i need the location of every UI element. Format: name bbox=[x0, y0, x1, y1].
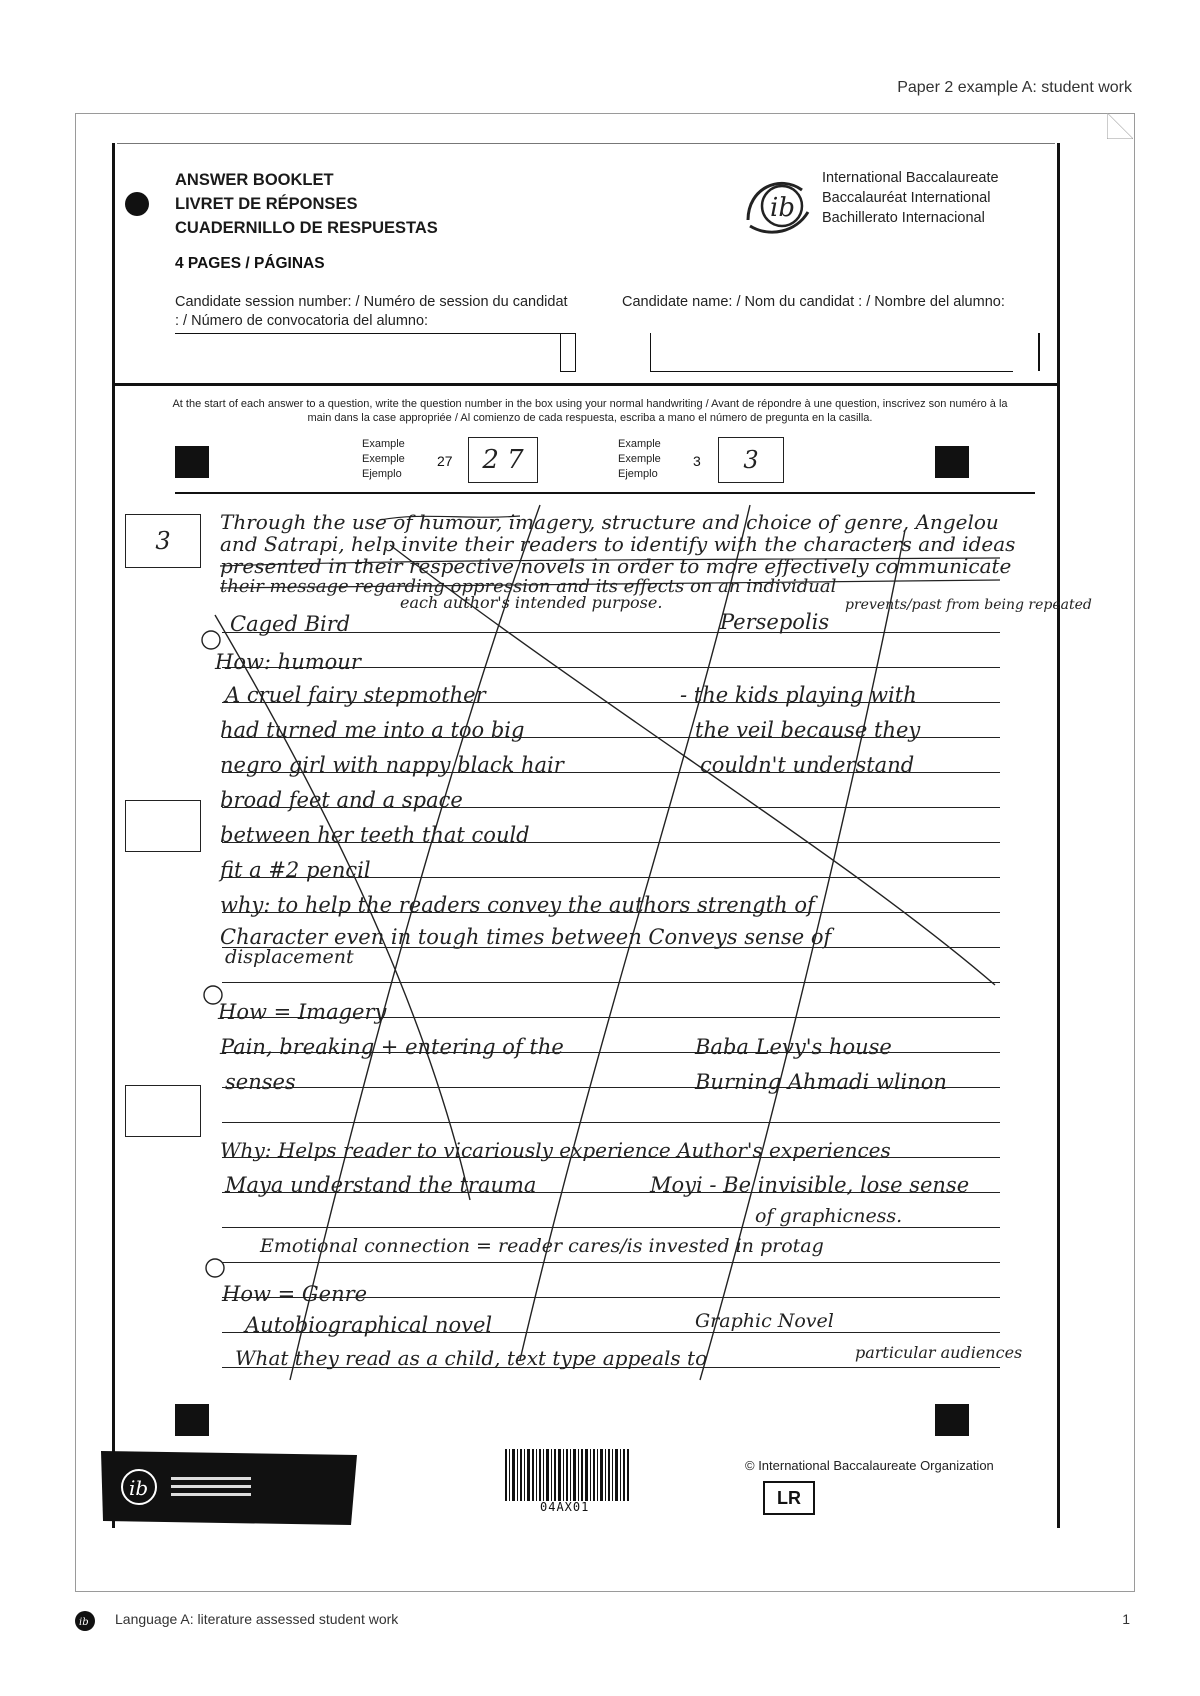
hw-line: each author's intended purpose. bbox=[400, 593, 663, 612]
corner-mark-bottom-left bbox=[175, 1404, 209, 1436]
corner-mark-bottom-right bbox=[935, 1404, 969, 1436]
copyright: © International Baccalaureate Organization bbox=[745, 1458, 994, 1473]
example-label-line: Example bbox=[618, 438, 661, 450]
svg-text:ib: ib bbox=[79, 1617, 89, 1628]
hw-line: why: to help the readers convey the authors strength of bbox=[220, 893, 815, 917]
page-number: 1 bbox=[1122, 1611, 1130, 1627]
example-label-line: Example bbox=[362, 438, 405, 450]
hw-line: Autobiographical novel bbox=[245, 1313, 493, 1337]
hw-line: particular audiences bbox=[855, 1343, 1023, 1362]
hw-line: couldn't understand bbox=[700, 753, 915, 777]
hw-line: and Satrapi, help invite their readers to identify with the characters and ideas bbox=[220, 532, 1016, 556]
hw-line: Baba Levy's house bbox=[695, 1035, 892, 1059]
ib-cover-logo bbox=[101, 1449, 357, 1525]
lr-label: LR bbox=[763, 1481, 815, 1515]
hw-line: - the kids playing with bbox=[680, 683, 917, 707]
hw-line: had turned me into a too big bbox=[220, 718, 525, 742]
example-label-line: Ejemplo bbox=[618, 468, 658, 480]
example-printed-2: 3 bbox=[693, 453, 701, 469]
title-line-es: CUADERNILLO DE RESPUESTAS bbox=[175, 219, 438, 237]
hw-line: Persepolis bbox=[720, 610, 830, 634]
page-count: 4 PAGES / PÁGINAS bbox=[175, 255, 325, 272]
hw-line: Through the use of humour, imagery, structure and choice of genre, Angelou bbox=[220, 510, 999, 534]
hw-line: Why: Helps reader to vicariously experience Author's experiences bbox=[220, 1138, 891, 1162]
hw-line: Emotional connection = reader cares/is invested in protag bbox=[260, 1235, 824, 1257]
hw-line: the veil because they bbox=[695, 718, 921, 742]
hw-line: Caged Bird bbox=[230, 612, 351, 636]
example-label-line: Exemple bbox=[618, 453, 661, 465]
candidate-session-label: Candidate session number: / Numéro de session du candidat : / Número de convocatoria del alumno: bbox=[175, 294, 568, 329]
org-line-en: International Baccalaureate bbox=[822, 170, 999, 186]
hw-line: of graphicness. bbox=[755, 1205, 903, 1227]
example-label-line: Ejemplo bbox=[362, 468, 402, 480]
hw-line: Character even in tough times between Conveys sense of bbox=[220, 925, 832, 949]
candidate-name-label: Candidate name: / Nom du candidat : / Nombre del alumno: bbox=[622, 294, 1005, 310]
hw-line: displacement bbox=[225, 946, 354, 968]
hw-line: Pain, breaking + entering of the bbox=[220, 1035, 564, 1059]
hw-line: Moyi - Be invisible, lose sense bbox=[650, 1173, 970, 1197]
hw-line: prevents/past from being repeated bbox=[845, 597, 1092, 613]
hw-line: fit a #2 pencil bbox=[220, 858, 371, 882]
title-line-fr: LIVRET DE RÉPONSES bbox=[175, 195, 358, 213]
hw-line: senses bbox=[225, 1070, 296, 1094]
example-box-1: 2 7 bbox=[468, 437, 538, 483]
hw-line: How = Genre bbox=[222, 1282, 368, 1306]
page-header: Paper 2 example A: student work bbox=[897, 79, 1132, 96]
hw-line: How = Imagery bbox=[218, 1000, 387, 1024]
hw-line: presented in their respective novels in order to more effectively communicate bbox=[220, 554, 1012, 578]
hw-line: Graphic Novel bbox=[695, 1310, 834, 1332]
hw-line: broad feet and a space bbox=[220, 788, 463, 812]
hw-line: between her teeth that could bbox=[220, 823, 530, 847]
hw-line: What they read as a child, text type appeals to bbox=[235, 1346, 708, 1370]
svg-text:ib: ib bbox=[770, 193, 795, 223]
question-number-box: 3 bbox=[125, 514, 201, 568]
barcode-number: 04AX01 bbox=[540, 1500, 590, 1514]
org-line-fr: Baccalauréat International bbox=[822, 190, 991, 206]
hw-line: Burning Ahmadi wlinon bbox=[695, 1070, 947, 1094]
hw-line: Maya understand the trauma bbox=[225, 1173, 537, 1197]
example-printed-1: 27 bbox=[437, 453, 453, 469]
hw-line: How: humour bbox=[215, 650, 361, 674]
title-line-en: ANSWER BOOKLET bbox=[175, 171, 334, 189]
instructions: At the start of each answer to a question, write the question number in the box using your normal handwriting / Avant de répondre à une question, inscrivez son numéro à la main dans la case appropriée / Al comienzo de cada respuesta, escriba a mano el número de pregunta en la casilla. bbox=[172, 398, 1008, 424]
example-label-line: Exemple bbox=[362, 453, 405, 465]
example-box-2: 3 bbox=[718, 437, 784, 483]
svg-text:ib: ib bbox=[129, 1476, 149, 1500]
barcode bbox=[505, 1449, 629, 1501]
hw-line: A cruel fairy stepmother bbox=[225, 683, 486, 707]
footer-title: Language A: literature assessed student work bbox=[115, 1611, 399, 1627]
org-line-es: Bachillerato Internacional bbox=[822, 210, 985, 226]
hw-line: their message regarding oppression and its effects on an individual bbox=[220, 576, 837, 597]
ib-footer-logo-icon bbox=[74, 1610, 96, 1632]
hw-line: negro girl with nappy black hair bbox=[220, 753, 564, 777]
